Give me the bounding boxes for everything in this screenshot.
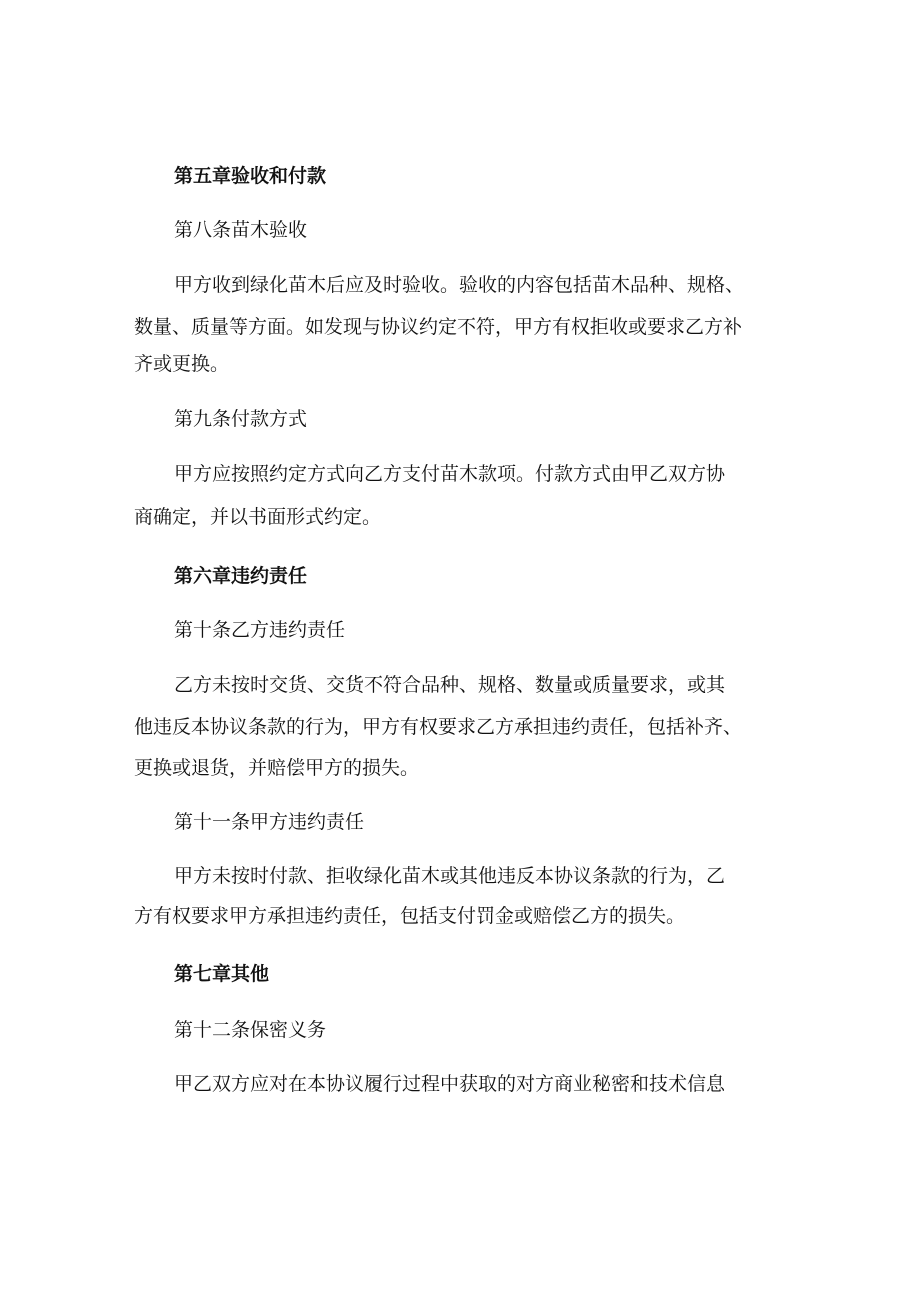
article10-line-1: 乙方未按时交货、交货不符合品种、规格、数量或质量要求，或其 — [174, 674, 726, 696]
article11-line-1: 甲方未按时付款、拒收绿化苗木或其他违反本协议条款的行为，乙 — [174, 865, 726, 887]
article11-title: 第十一条甲方违约责任 — [174, 811, 365, 833]
article8-line-2: 数量、质量等方面。如发现与协议约定不符，甲方有权拒收或要求乙方补 — [134, 316, 743, 338]
article8-title: 第八条苗木验收 — [174, 219, 308, 241]
article10-line-2: 他违反本协议条款的行为，甲方有权要求乙方承担违约责任，包括补齐、 — [134, 716, 743, 738]
article9-line-1: 甲方应按照约定方式向乙方支付苗木款项。付款方式由甲乙双方协 — [174, 463, 726, 485]
article10-title: 第十条乙方违约责任 — [174, 619, 346, 641]
chapter6-heading: 第六章违约责任 — [174, 565, 308, 587]
article9-line-2: 商确定，并以书面形式约定。 — [134, 506, 382, 528]
article12-title: 第十二条保密义务 — [174, 1019, 327, 1041]
article8-line-1: 甲方收到绿化苗木后应及时验收。验收的内容包括苗木品种、规格、 — [174, 274, 745, 296]
chapter7-heading: 第七章其他 — [174, 963, 270, 985]
article11-line-2: 方有权要求甲方承担违约责任，包括支付罚金或赔偿乙方的损失。 — [134, 905, 686, 927]
article8-line-3: 齐或更换。 — [134, 353, 230, 375]
article9-title: 第九条付款方式 — [174, 408, 308, 430]
chapter5-heading: 第五章验收和付款 — [174, 165, 327, 187]
article10-line-3: 更换或退货，并赔偿甲方的损失。 — [134, 757, 420, 779]
article12-line-1: 甲乙双方应对在本协议履行过程中获取的对方商业秘密和技术信息 — [174, 1073, 726, 1095]
